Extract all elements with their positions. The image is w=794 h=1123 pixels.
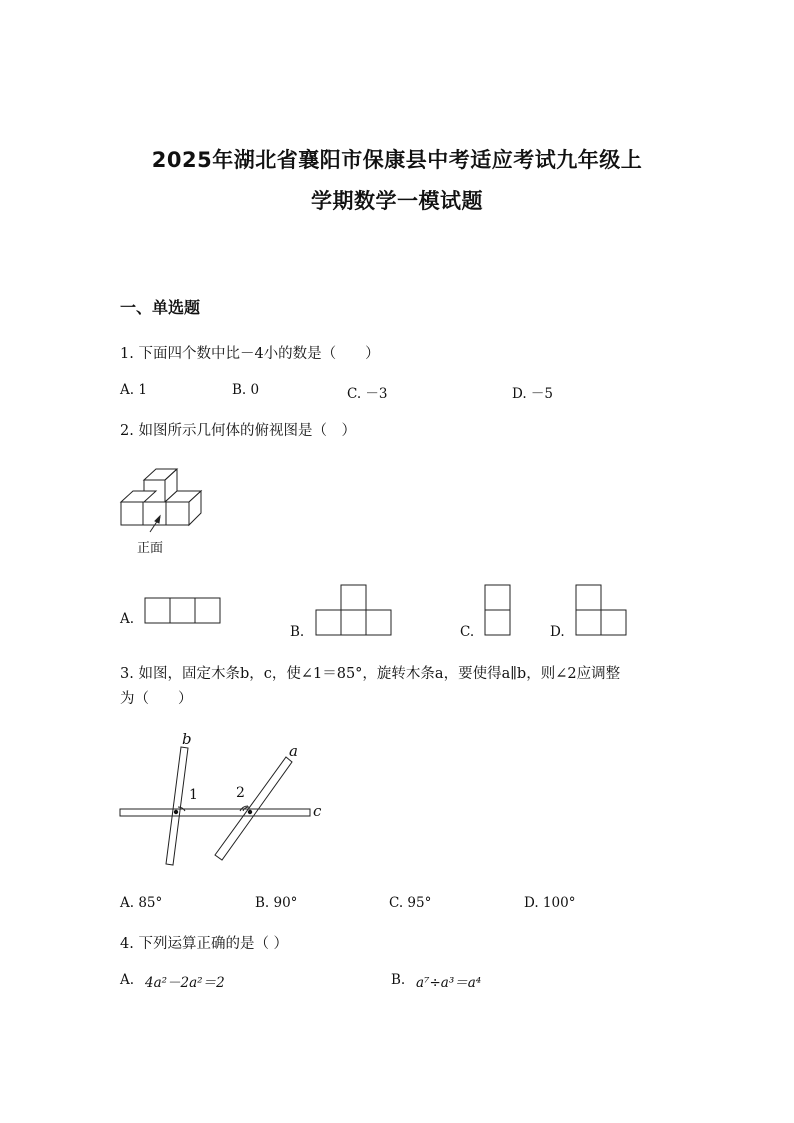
question-4-option-a-expression: 4a²－2a²＝2 [145,975,225,991]
question-1-stem: 1. 下面四个数中比－4小的数是（ ） [120,346,380,362]
question-3-label-b: b [182,730,192,748]
question-3-angle-1-label: 1 [189,787,198,803]
page-title-line1: 2025年湖北省襄阳市保康县中考适应考试九年级上 [151,148,643,172]
question-2-option-b: B. [290,624,305,640]
question-3-stem-line1: 3. 如图，固定木条b，c，使∠1＝85°，旋转木条a，要使得a∥b，则∠2应调整 [120,666,621,682]
question-2-stem: 2. 如图所示几何体的俯视图是（ ） [120,423,356,439]
question-3-label-a: a [289,742,298,760]
section-heading: 一、单选题 [120,298,201,317]
question-2-front-label: 正面 [137,541,164,556]
question-3-option-c: C. 95° [389,895,432,911]
question-1-option-a: A. 1 [120,382,147,398]
question-2-option-a: A. [120,611,135,627]
question-1-option-b: B. 0 [232,382,260,398]
question-3-angle-2-label: 2 [236,785,245,801]
question-4-option-b-expression: a⁷÷a³＝a⁴ [416,975,482,991]
question-4-option-a-label: A. [120,972,135,988]
question-3-option-a: A. 85° [120,895,163,911]
question-2-option-c: C. [460,624,475,640]
question-3-label-c: c [313,802,322,820]
question-4-stem: 4. 下列运算正确的是（ ） [120,936,289,952]
question-4-option-b-label: B. [391,972,406,988]
question-1-option-c: C. －3 [347,386,388,402]
question-2-option-d: D. [550,624,565,640]
question-3-option-d: D. 100° [524,895,576,911]
question-1-option-d: D. －5 [512,386,554,402]
question-3-option-b: B. 90° [255,895,298,911]
page-title-line2: 学期数学一模试题 [311,189,483,213]
question-3-stem-line2: 为（ ） [120,691,193,707]
